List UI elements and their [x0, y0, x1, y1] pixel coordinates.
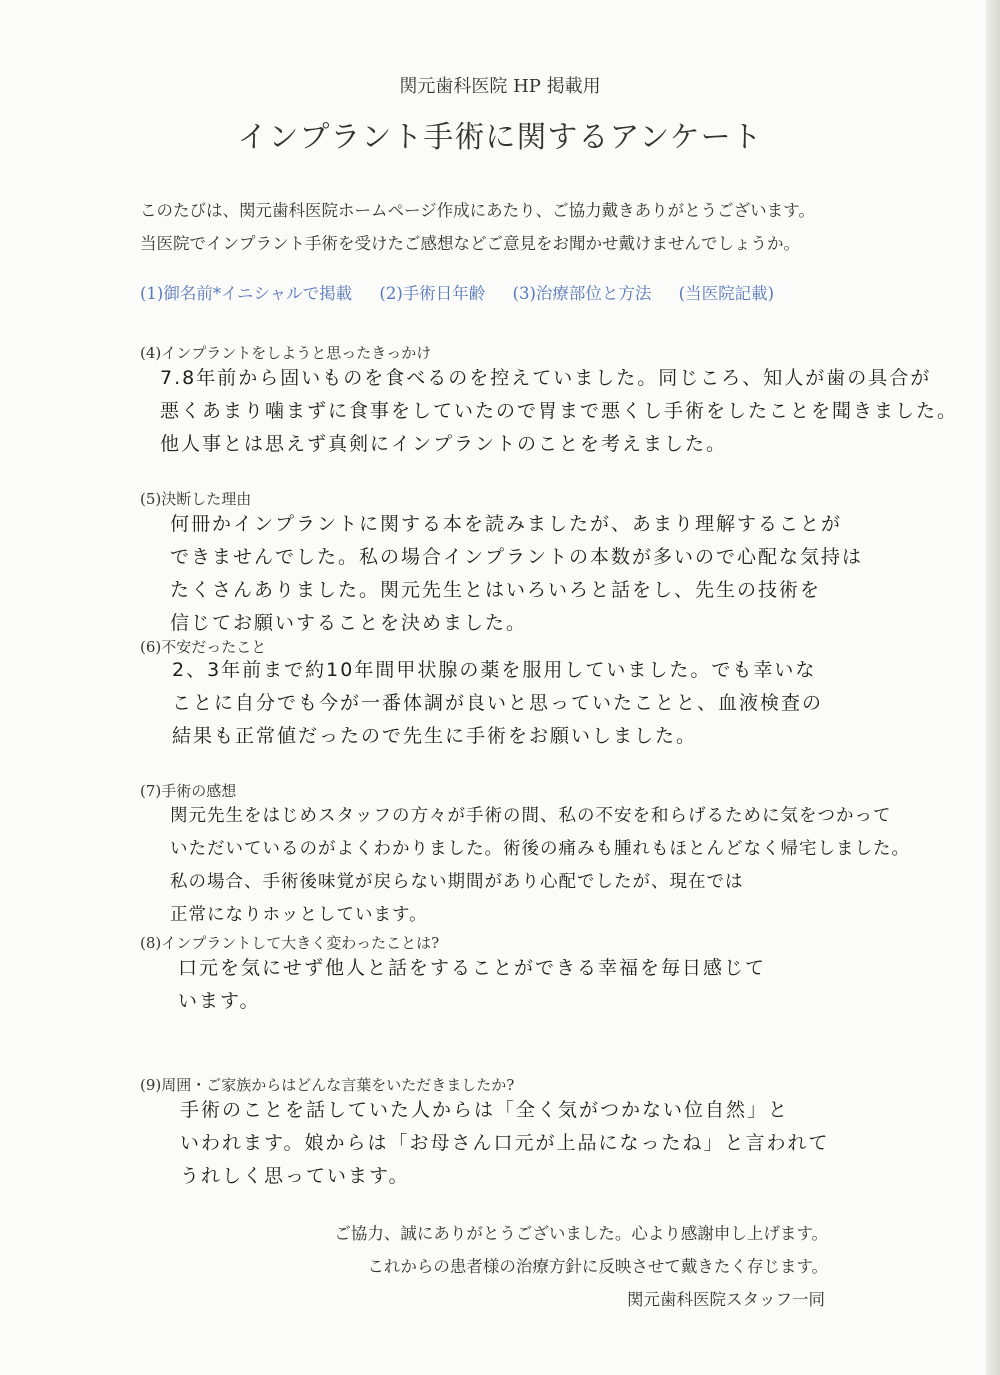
answer-line: いわれます。娘からは「お母さん口元が上品になったね」と言われて — [180, 1132, 830, 1154]
answer-4 — [160, 362, 958, 461]
closing-thanks: ご協力、誠にありがとうございました。心より感謝申し上げます。 — [334, 1224, 828, 1243]
answer-5 — [170, 508, 863, 640]
question-4-label: (4)インプラントをしようと思ったきっかけ — [140, 344, 432, 362]
field-treatment-label: (3)治療部位と方法 — [512, 284, 652, 303]
answer-line: 口元を気にせず他人と話をすることができる幸福を毎日感じて — [178, 957, 767, 979]
question-8-label: (8)インプラントして大きく変わったことは? — [140, 934, 440, 952]
answer-line: 7.8年前から固いものを食べるのを控えていました。同じころ、知人が歯の具合が — [160, 367, 932, 389]
answer-line: うれしく思っています。 — [180, 1165, 410, 1187]
answer-line: 結果も正常値だったので先生に手術をお願いしました。 — [172, 725, 698, 747]
closing-note: これからの患者様の治療方針に反映させて戴きたく存じます。 — [367, 1257, 828, 1276]
answer-7 — [170, 800, 910, 932]
page-title: インプラント手術に関するアンケート — [237, 120, 763, 155]
answer-line: 信じてお願いすることを決めました。 — [170, 612, 528, 634]
question-5-label: (5)決断した理由 — [140, 490, 252, 508]
field-name-label: (1)御名前*イニシャルで掲載 — [140, 284, 353, 303]
answer-8 — [178, 952, 766, 1018]
page-subtitle: 関元歯科医院 HP 掲載用 — [399, 76, 601, 97]
answer-line: 関元先生をはじめスタッフの方々が手術の間、私の不安を和らげるために気をつかって — [170, 806, 892, 826]
field-clinic-note: (当医院記載) — [678, 284, 775, 303]
answer-line: 2、3年前まで約10年間甲状腺の薬を服用していました。でも幸いな — [172, 659, 817, 681]
answer-line: 他人事とは思えず真剣にインプラントのことを考えました。 — [160, 433, 728, 455]
answer-6 — [172, 654, 823, 753]
question-6-label: (6)不安だったこと — [140, 638, 267, 656]
question-9-label: (9)周囲・ご家族からはどんな言葉をいただきましたか? — [140, 1076, 515, 1094]
intro-line: 当医院でインプラント手術を受けたご感想などご意見をお聞かせ戴けませんでしょうか。 — [140, 234, 800, 253]
respondent-fields — [140, 280, 796, 304]
answer-line: 何冊かインプラントに関する本を読みましたが、あまり理解することが — [170, 513, 843, 535]
answer-line: できませんでした。私の場合インプラントの本数が多いので心配な気持は — [170, 546, 864, 568]
paper-edge — [986, 0, 1000, 1375]
question-7-label: (7)手術の感想 — [140, 782, 237, 800]
field-date-age-label: (2)手術日年齢 — [379, 284, 486, 303]
answer-line: 私の場合、手術後味覚が戻らない期間があり心配でしたが、現在では — [170, 872, 744, 892]
answer-line: たくさんありました。関元先生とはいろいろと話をし、先生の技術を — [170, 579, 822, 601]
intro-line: このたびは、関元歯科医院ホームページ作成にあたり、ご協力戴きありがとうございます。 — [140, 201, 815, 220]
answer-line: 悪くあまり噛まずに食事をしていたので胃まで悪くし手術をしたことを聞きました。 — [160, 400, 959, 422]
answer-9 — [180, 1094, 829, 1193]
answer-line: 手術のことを話していた人からは「全く気がつかない位自然」と — [180, 1099, 790, 1121]
answer-line: います。 — [178, 990, 261, 1012]
intro-text — [140, 194, 815, 260]
answer-line: いただいているのがよくわかりました。術後の痛みも腫れもほとんどなく帰宅しました。 — [170, 839, 910, 859]
answer-line: ことに自分でも今が一番体調が良いと思っていたことと、血液検査の — [172, 692, 824, 714]
answer-line: 正常になりホッとしています。 — [170, 905, 428, 925]
closing-signature: 関元歯科医院スタッフ一同 — [627, 1290, 825, 1309]
